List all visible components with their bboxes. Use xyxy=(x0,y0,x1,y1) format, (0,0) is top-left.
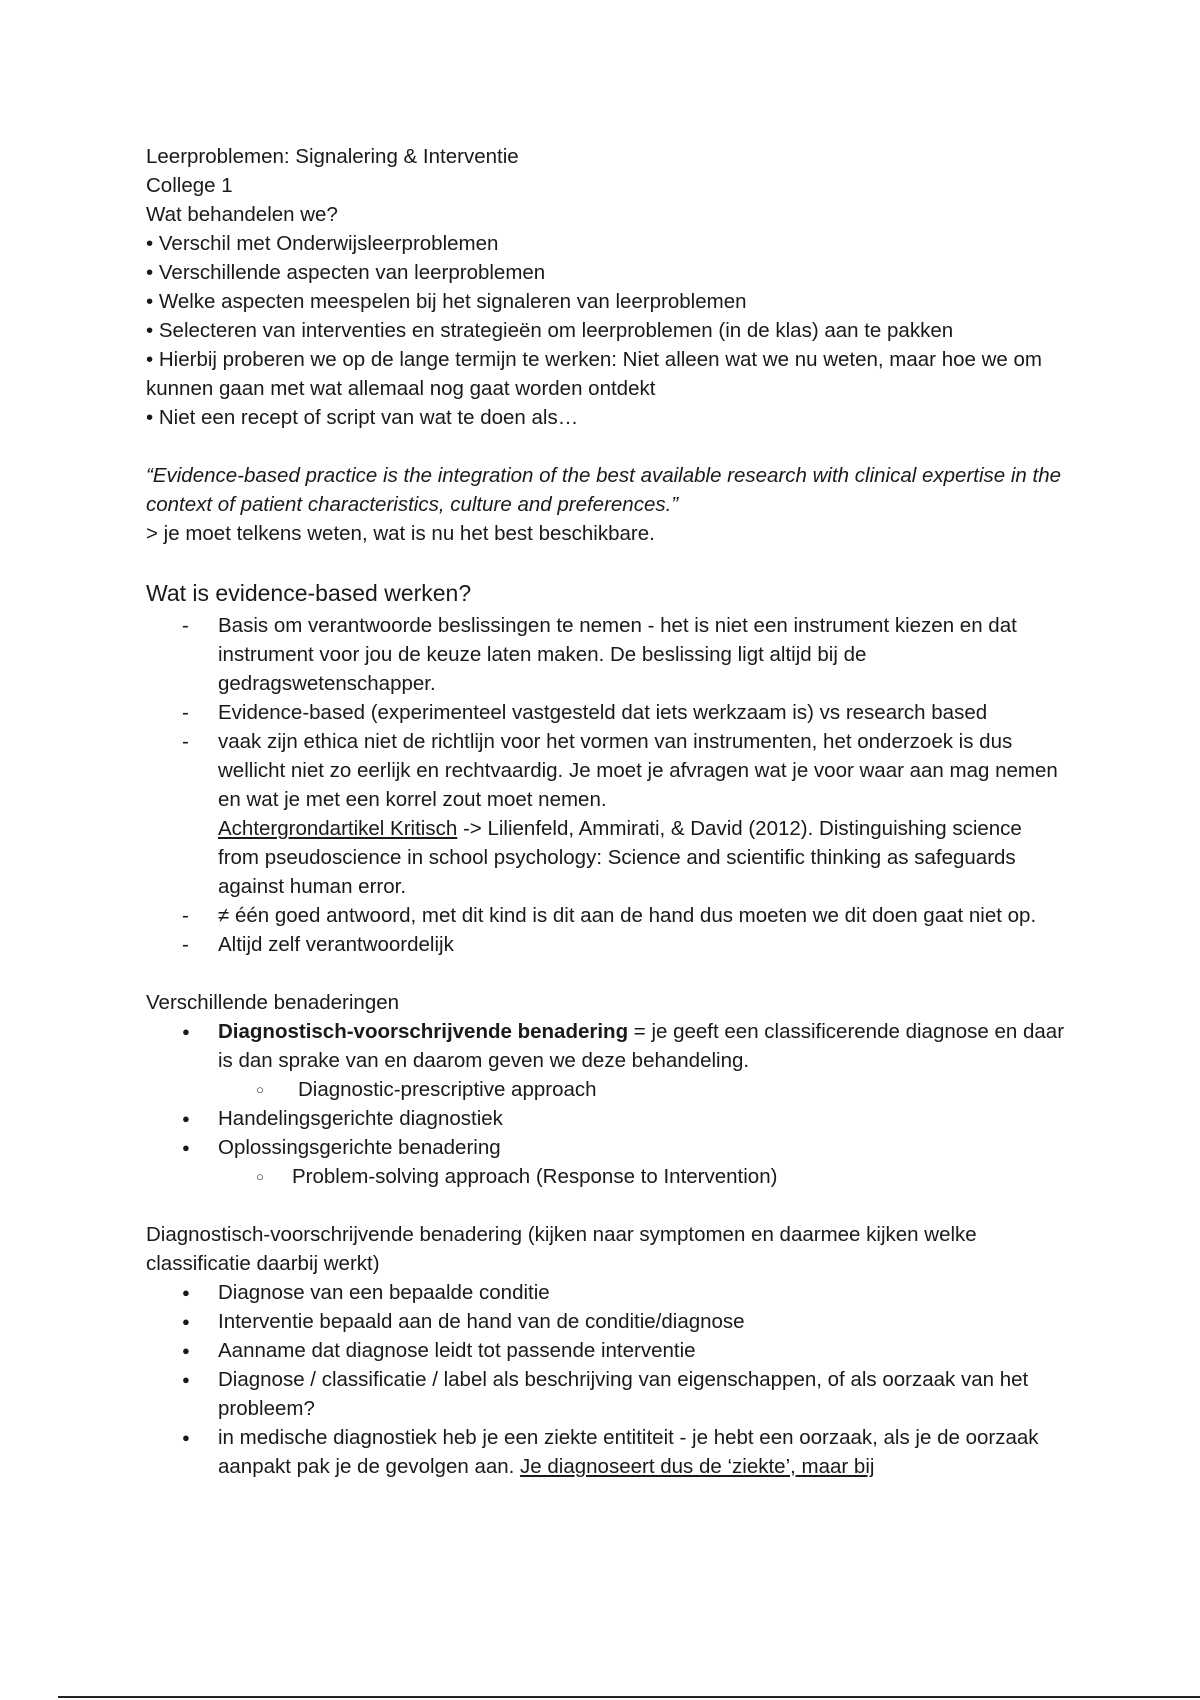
evidence-item-text: vaak zijn ethica niet de richtlijn voor het vormen van instrumenten, het onderzoek is dus wellicht niet zo eerlijk en rechtvaardig. Je moet je afvragen wat je voor waar aan mag nemen en wat je met een korrel zout moet nemen. xyxy=(218,730,1058,811)
approach-item xyxy=(146,1017,1066,1075)
intro-bullet: • Verschillende aspecten van leerproblemen xyxy=(146,261,546,284)
diagnostic-item: ● Interventie bepaald aan de hand van de conditie/diagnose xyxy=(146,1307,1066,1336)
approach-item-rest: = je geeft een classificerende diagnose en daar is dan sprake van en daarom geven we deze behandeling. xyxy=(218,1020,1065,1072)
article-link[interactable]: Achtergrondartikel Kritisch xyxy=(218,817,458,840)
evidence-item: - Basis om verantwoorde beslissingen te nemen - het is niet een instrument kiezen en dat instrument voor jou de keuze laten maken. De beslissing ligt altijd bij de gedragswetenschapper. xyxy=(146,611,1066,698)
evidence-item xyxy=(146,727,1066,901)
approach-subitem: ○ Problem-solving approach (Response to Intervention) xyxy=(146,1162,1066,1191)
approach-sublist xyxy=(146,1075,1066,1104)
evidence-quote: “Evidence-based practice is the integration of the best available research with clinical expertise in the context of patient characteristics, culture and preferences.” xyxy=(146,464,1062,516)
intro-bullet: • Niet een recept of script van wat te doen als… xyxy=(146,406,579,429)
diagnostic-item: ● Diagnose / classificatie / label als beschrijving van eigenschappen, of als oorzaak van het probleem? xyxy=(146,1365,1066,1423)
article-reference: -> Lilienfeld, Ammirati, & David (2012). Distinguishing science from pseudoscience in school psychology: Science and scientific thinking as safeguards against human error. xyxy=(218,817,1022,898)
approach-item-bold: Diagnostisch-voorschrijvende benadering xyxy=(218,1020,629,1043)
diagnostic-item: ● Aanname dat diagnose leidt tot passende interventie xyxy=(146,1336,1066,1365)
diagnostic-heading: Diagnostisch-voorschrijvende benadering (kijken naar symptomen en daarmee kijken welke classificatie daarbij werkt) xyxy=(146,1223,977,1275)
document-title: Leerproblemen: Signalering & Interventie xyxy=(146,145,519,168)
approach-sublist xyxy=(146,1162,1066,1191)
approaches-list xyxy=(146,1017,1066,1075)
approaches-heading: Verschillende benaderingen xyxy=(146,991,400,1014)
evidence-item: - Evidence-based (experimenteel vastgesteld dat iets werkzaam is) vs research based xyxy=(146,698,1066,727)
evidence-list xyxy=(146,611,1066,959)
page-bottom-rule xyxy=(58,1696,1200,1698)
diagnostic-item: ● Diagnose van een bepaalde conditie xyxy=(146,1278,1066,1307)
evidence-heading: Wat is evidence-based werken? xyxy=(146,580,472,606)
document-page xyxy=(146,142,1066,1481)
intro-bullet: • Hierbij proberen we op de lange termijn te werken: Niet alleen wat we nu weten, maar hoe we om kunnen gaan met wat allemaal nog gaat worden ontdekt xyxy=(146,348,1042,400)
approaches-list-continued xyxy=(146,1104,1066,1162)
diagnostic-item-underlined: Je diagnoseert dus de ‘ziekte’, maar bij xyxy=(520,1455,875,1478)
evidence-item: - Altijd zelf verantwoordelijk xyxy=(146,930,1066,959)
approach-subitem: ○ Diagnostic-prescriptive approach xyxy=(146,1075,1066,1104)
quote-note: > je moet telkens weten, wat is nu het best beschikbare. xyxy=(146,522,655,545)
intro-bullet-list xyxy=(146,229,1066,432)
diagnostic-item-text: in medische diagnostiek heb je een ziekte entititeit - je hebt een oorzaak, als je de oorzaak aanpakt pak je de gevolgen aan. xyxy=(218,1426,1039,1478)
intro-bullet: • Verschil met Onderwijsleerproblemen xyxy=(146,232,499,255)
approach-item: ● Oplossingsgerichte benadering xyxy=(146,1133,1066,1162)
approach-item: ● Handelingsgerichte diagnostiek xyxy=(146,1104,1066,1133)
intro-question: Wat behandelen we? xyxy=(146,203,338,226)
diagnostic-list xyxy=(146,1278,1066,1481)
diagnostic-item xyxy=(146,1423,1066,1481)
evidence-item: - ≠ één goed antwoord, met dit kind is dit aan de hand dus moeten we dit doen gaat niet op. xyxy=(146,901,1066,930)
intro-bullet: • Selecteren van interventies en strategieën om leerproblemen (in de klas) aan te pakken xyxy=(146,319,954,342)
intro-bullet: • Welke aspecten meespelen bij het signaleren van leerproblemen xyxy=(146,290,747,313)
lecture-label: College 1 xyxy=(146,174,233,197)
